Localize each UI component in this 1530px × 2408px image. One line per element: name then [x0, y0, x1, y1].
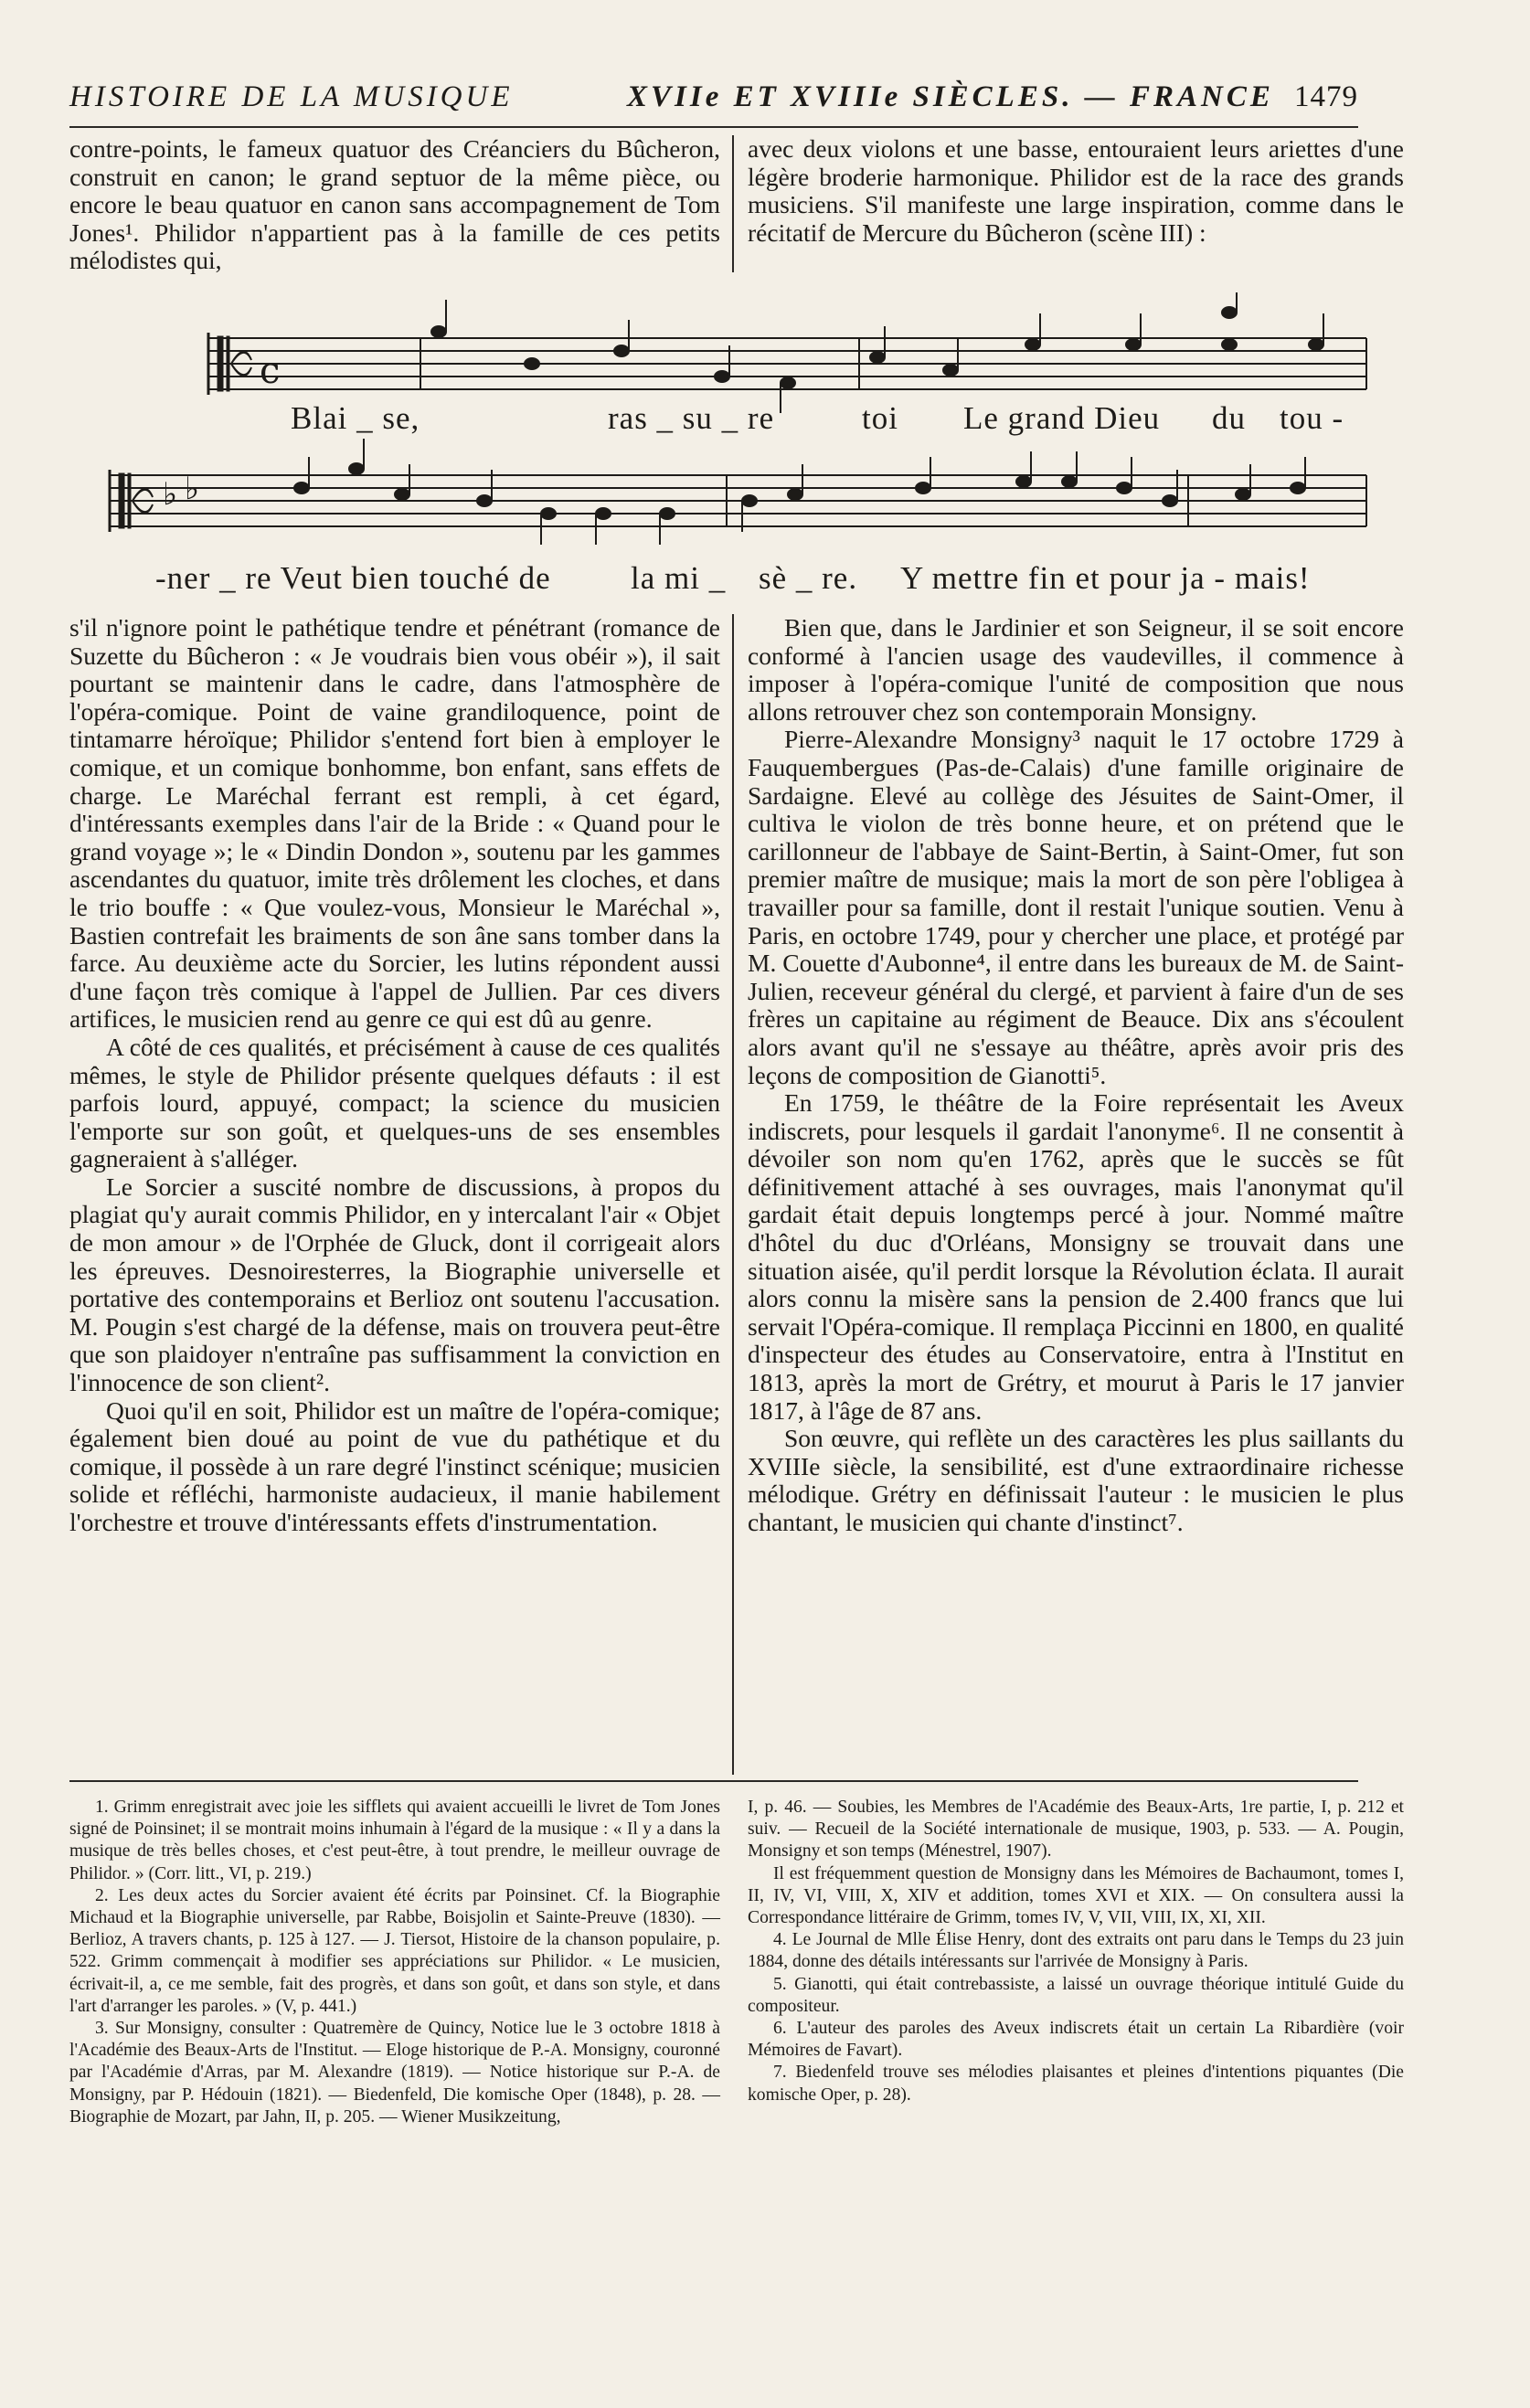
lyric-1: Blai _ se, [291, 400, 420, 436]
paragraph: Le Sorcier a suscité nombre de discussions, à propos du plagiat qu'y aurait commis Philidor, en y intercalant l'air « Objet de mon amour » de l'Orphée de Gluck, dont il corrigeait alors les épreuves. Desnoiresterres, la Biographie universelle et portative des contemporains et Berlioz ont soutenu l'accusation. M. Pougin s'est chargé de la défense, mais on trouvera peut-être que son plaidoyer n'entraîne pas suffisamment la conviction en l'innocence de son client². [69, 1172, 720, 1397]
body-right-column [748, 614, 1404, 1537]
footnote: 5. Gianotti, qui était contrebassiste, a laissé un ouvrage théorique intitulé Guide du compositeur. [748, 1974, 1404, 2016]
lyric-8: la mi _ [631, 560, 727, 596]
lyric-10: Y mettre fin et pour ja - mais! [900, 560, 1311, 596]
page-number: 1479 [1294, 80, 1358, 113]
intro-right-column [748, 135, 1404, 247]
intro-left-column [69, 135, 720, 275]
footnote-rule [69, 1780, 1358, 1782]
header-title-left: HISTOIRE DE LA MUSIQUE [69, 80, 514, 113]
header-rule [69, 126, 1358, 128]
svg-text:♭: ♭ [163, 476, 178, 513]
body-left-column [69, 614, 720, 1537]
intro-left-paragraph: contre-points, le fameux quatuor des Créanciers du Bûcheron, construit en canon; le grand septuor de la même pièce, ou encore le beau quatuor en canon sans accompagnement de Tom Jones¹. Philidor n'appartient pas à la famille de ces petits mélodistes qui, [69, 134, 720, 275]
svg-text:♭: ♭ [185, 471, 200, 507]
paragraph: En 1759, le théâtre de la Foire représentait les Aveux indiscrets, pour lesquels il gardait l'anonyme⁶. Il ne consentit à dévoiler son nom qu'en 1762, après que le succès se fût définitivement attaché à ses ouvrages, mais l'anonymat qu'il gardait était depuis longtemps percé à jour. Nommé maître d'hôtel du duc d'Orléans, Monsigny se trouvait dans une situation aisée, qu'il perdit lorsque la Révolution éclata. Il aurait alors connu la misère sans la pension de 2.400 francs que lui servait l'Opéra-comique. Il remplaça Piccinni en 1800, en qualité d'inspecteur des études au Conservatoire, entra à l'Institut en 1813, après la mort de Grétry, et mourut à Paris le 17 janvier 1817, à l'âge de 87 ans. [748, 1088, 1404, 1425]
paragraph: s'il n'ignore point le pathétique tendre et pénétrant (romance de Suzette du Bûcheron : « Je voudrais bien vous obéir »), il sait pourtant se maintenir dans le cadre, dans l'atmosphère de l'opéra-comique. Point de vaine grandiloquence, point de tintamarre héroïque; Philidor s'entend fort bien à employer le comique, et un comique bonhomme, bon enfant, sans effets de charge. Le Maréchal ferrant est rempli, à cet égard, d'intéressants exemples dans l'air de la Bride : « Quand pour le grand voyage »; le « Dindin Dondon », soutenu par les gammes ascendantes du quatuor, imite très drôlement les cloches, et dans le trio bouffe : « Que voulez-vous, Monsieur le Maréchal », Bastien contrefait les braiments de son âne sans tomber dans la farce. Au deuxième acte du Sorcier, les lutins répondent aussi d'une façon très comique à l'appel de Jullien. Par ces divers artifices, le musicien rend au genre ce qui est dû au genre. [69, 613, 720, 1034]
intro-right-paragraph: avec deux violons et une basse, entouraient leurs ariettes d'une légère broderie harmonique. Philidor est de la race des grands musiciens. S'il manifeste une large inspiration, comme dans le récitatif de Mercure du Bûcheron (scène III) : [748, 134, 1404, 247]
footnote: I, p. 46. — Soubies, les Membres de l'Académie des Beaux-Arts, 1re partie, I, p. 212 et suiv. — Recueil de la Société internationale de musique, 1903, p. 533. — A. Pougin, Monsigny et son temps (Ménestrel, 1907). [748, 1798, 1404, 1862]
paragraph: Bien que, dans le Jardinier et son Seigneur, il se soit encore conformé à l'ancien usage des vaudevilles, il commence à imposer à l'opéra-comique l'unité de composition que nous allons retrouver chez son contemporain Monsigny. [748, 613, 1404, 726]
svg-text:c: c [260, 350, 281, 392]
footnote: 7. Biedenfeld trouve ses mélodies plaisantes et pleines d'intentions piquantes (Die komische Oper, p. 28). [748, 2063, 1404, 2105]
footnote: Il est fréquemment question de Monsigny dans les Mémoires de Bachaumont, tomes I, II, IV, VI, VIII, X, XIV et addition, tomes XVI et XIX. — On consultera aussi la Correspondance littéraire de Grimm, tomes IV, V, VII, VIII, IX, XI, XII. [748, 1863, 1404, 1928]
paragraph: A côté de ces qualités, et précisément à cause de ces qualités mêmes, le style de Philidor présente quelques défauts : il est parfois lourd, appuyé, compact; la science du musicien l'emporte sur son goût, et quelques-uns de ses ensembles gagneraient à s'alléger. [69, 1032, 720, 1173]
paragraph: Son œuvre, qui reflète un des caractères les plus saillants du XVIIIe siècle, la sensibilité, est d'une extraordinaire richesse mélodique. Grétry en définissait l'auteur : le musicien le plus chantant, le musicien qui chante d'instinct⁷. [748, 1424, 1404, 1536]
lyric-7: -ner _ re Veut bien touché de [155, 560, 551, 596]
footnote: 4. Le Journal de Mlle Élise Henry, dont des extraits ont paru dans le Temps du 23 juin 1884, donne des détails intéressants sur l'arrivée de Monsigny à Paris. [748, 1930, 1404, 1972]
footnotes-right [748, 1797, 1404, 2106]
column-divider-top [732, 135, 734, 272]
footnote: 3. Sur Monsigny, consulter : Quatremère de Quincy, Notice lue le 3 octobre 1818 à l'Académie des Beaux-Arts de l'Institut. — Eloge historique de P.-A. Monsigny, couronné par l'Académie d'Arras, par M. Alexandre (1819). — Notice historique sur P.-A. de Monsigny, par P. Hédouin (1821). — Biedenfeld, Die komische Oper (1848), p. 28. — Biographie de Mozart, par Jahn, II, p. 205. — Wiener Musikzeitung, [69, 2019, 720, 2127]
music-example [0, 292, 1530, 608]
footnote: 1. Grimm enregistrait avec joie les sifflets qui avaient accueilli le livret de Tom Jones signé de Poinsinet; il se montrait moins inhumain à l'égard de la musique : « Il y a dans la musique de très belles choses, et c'est peut-être, à tout prendre, le meilleur ouvrage de Philidor. » (Corr. litt., VI, p. 219.) [69, 1798, 720, 1883]
paragraph: Quoi qu'il en soit, Philidor est un maître de l'opéra-comique; également bien doué au point de vue du pathétique et du comique, il possède à un rare degré l'instinct scénique; musicien solide et réfléchi, harmoniste audacieux, il manie habilement l'orchestre et trouve d'intéressants effets d'instrumentation. [69, 1395, 720, 1536]
running-header [69, 80, 1358, 122]
paragraph: Pierre-Alexandre Monsigny³ naquit le 17 octobre 1729 à Fauquembergues (Pas-de-Calais) d'une famille originaire de Sardaigne. Elevé au collège des Jésuites de Saint-Omer, il cultiva le violon de très bonne heure, et on prétend que le carillonneur de l'abbaye de Saint-Bertin, à Saint-Omer, fut son premier maître de musique; mais la mort de son père l'obligea à travailler pour sa famille, dont il restait l'unique soutien. Venu à Paris, en octobre 1749, pour y chercher une place, et protégé par M. Couette d'Aubonne⁴, il entre dans les bureaux de M. de Saint-Julien, receveur général du clergé, et parvient à faire d'un de ses frères un capitaine au régiment de Beauce. Dix ans s'écoulent alors avant qu'il ne s'essaye au théâtre, après avoir pris des leçons de composition de Gianotti⁵. [748, 725, 1404, 1089]
header-title-right: XVIIe ET XVIIIe SIÈCLES. — FRANCE [627, 80, 1274, 113]
lyric-5: du [1212, 400, 1246, 436]
column-divider [732, 614, 734, 1775]
footnote: 6. L'auteur des paroles des Aveux indiscrets était un certain La Ribardière (voir Mémoires de Favart). [748, 2019, 1404, 2061]
lyric-4: Le grand Dieu [963, 400, 1161, 436]
lyric-2: ras _ su _ re [608, 400, 775, 436]
lyric-6: tou - [1280, 400, 1344, 436]
footnote: 2. Les deux actes du Sorcier avaient été écrits par Poinsinet. Cf. la Biographie Michaud et la Biographie universelle, par Rabbe, Boisjolin et Sainte-Preuve (1830). — Berlioz, A travers chants, p. 125 à 127. — J. Tiersot, Histoire de la chanson populaire, p. 522. Grimm commençait à modifier ses appréciations sur Philidor. « Le musicien, écrivait-il, a, ce me semble, fait des progrès, et dans son goût, et dans son style, et dans l'art d'arranger les paroles. » (V, p. 441.) [69, 1885, 720, 2016]
footnotes-left [69, 1797, 720, 2128]
lyric-9: sè _ re. [759, 560, 858, 596]
lyric-3: toi [862, 400, 898, 436]
